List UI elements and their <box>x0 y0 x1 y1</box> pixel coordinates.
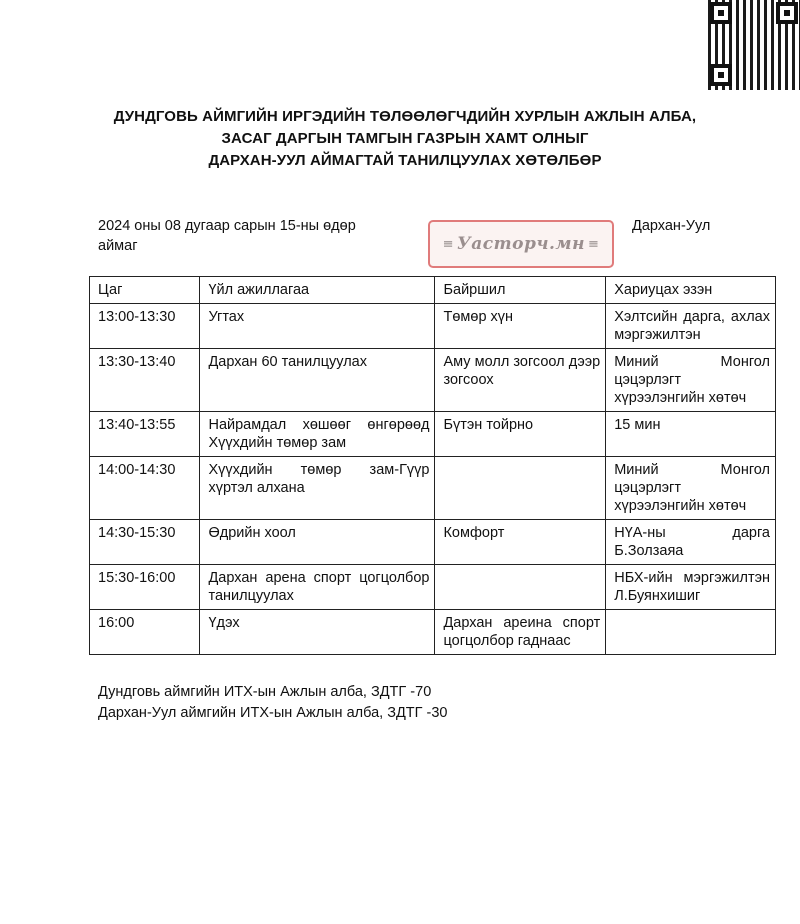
cell-activity: Дархан арена спорт цогцолбор танилцуулах <box>200 565 435 610</box>
table-row <box>90 349 776 412</box>
cell-activity: Дархан 60 танилцуулах <box>200 349 435 412</box>
wing-left-icon: ≡ <box>442 236 454 252</box>
cell-activity: Өдрийн хоол <box>200 520 435 565</box>
title-line-1: ДУНДГОВЬ АЙМГИЙН ИРГЭДИЙН ТӨЛӨӨЛӨГЧДИЙН ХУРЛЫН АЖЛЫН АЛБА, <box>113 108 697 125</box>
title-line-3: ДАРХАН-УУЛ АЙМАГТАЙ ТАНИЛЦУУЛАХ ХӨТӨЛБӨР <box>208 152 602 169</box>
cell-activity: Үдэх <box>200 610 435 655</box>
date-block <box>98 216 428 256</box>
cell-location: Бүтэн тойрно <box>435 412 606 457</box>
cell-responsible <box>606 610 776 655</box>
cell-time: 15:30-16:00 <box>90 565 200 610</box>
cell-time: 13:00-13:30 <box>90 304 200 349</box>
table-row <box>90 304 776 349</box>
table-row <box>90 610 776 655</box>
cell-responsible: НҮА-ны дарга Б.Золзаяа <box>606 520 776 565</box>
qr-finder-pattern <box>776 2 798 24</box>
table-header-row <box>90 277 776 304</box>
cell-time: 13:40-13:55 <box>90 412 200 457</box>
date-line: 2024 оны 08 дугаар сарын 15-ны өдөр <box>98 218 356 234</box>
wing-right-icon: ≡ <box>588 236 600 252</box>
cell-responsible: НБХ-ийн мэргэжилтэн Л.Буянхишиг <box>606 565 776 610</box>
schedule-table <box>89 276 776 655</box>
date-line-continuation: аймаг <box>98 238 138 254</box>
header-responsible: Хариуцах эзэн <box>606 277 776 304</box>
cell-responsible: Миний Монгол цэцэрлэгт хүрээлэнгийн хөтөч <box>606 457 776 520</box>
header-activity: Үйл ажиллагаа <box>200 277 435 304</box>
qr-finder-pattern <box>710 64 732 86</box>
table-row <box>90 412 776 457</box>
cell-responsible: Миний Монгол цэцэрлэгт хүрээлэнгийн хөтөч <box>606 349 776 412</box>
watermark-text: Уасторч.мн <box>456 234 585 254</box>
cell-location <box>435 457 606 520</box>
header-location: Байршил <box>435 277 606 304</box>
footer-line-1: Дундговь аймгийн ИТХ-ын Ажлын алба, ЗДТГ -70 <box>98 684 432 700</box>
document-title <box>60 106 750 172</box>
title-line-2: ЗАСАГ ДАРГЫН ТАМГЫН ГАЗРЫН ХАМТ ОЛНЫГ <box>221 130 589 147</box>
cell-activity: Найрамдал хөшөөг өнгөрөөд Хүүхдийн төмөр зам <box>200 412 435 457</box>
location-text: Дархан-Уул <box>632 218 711 234</box>
table-row <box>90 457 776 520</box>
footer-block <box>98 682 447 724</box>
cell-responsible: 15 мин <box>606 412 776 457</box>
cell-location: Аму молл зогсоол дээр зогсоох <box>435 349 606 412</box>
cell-location <box>435 565 606 610</box>
cell-activity: Хүүхдийн төмөр зам-Гүүр хүртэл алхана <box>200 457 435 520</box>
cell-location: Комфорт <box>435 520 606 565</box>
qr-finder-pattern <box>710 2 732 24</box>
watermark-logo <box>428 220 614 268</box>
cell-time: 16:00 <box>90 610 200 655</box>
qr-code-icon <box>708 0 800 90</box>
cell-time: 14:30-15:30 <box>90 520 200 565</box>
cell-location: Дархан ареина спорт цогцолбор гаднаас <box>435 610 606 655</box>
cell-time: 13:30-13:40 <box>90 349 200 412</box>
cell-location: Төмөр хүн <box>435 304 606 349</box>
table-row <box>90 520 776 565</box>
cell-time: 14:00-14:30 <box>90 457 200 520</box>
cell-activity: Угтах <box>200 304 435 349</box>
footer-line-2: Дархан-Уул аймгийн ИТХ-ын Ажлын алба, ЗДТГ -30 <box>98 705 448 721</box>
table-row <box>90 565 776 610</box>
header-time: Цаг <box>90 277 200 304</box>
cell-responsible: Хэлтсийн дарга, ахлах мэргэжилтэн <box>606 304 776 349</box>
